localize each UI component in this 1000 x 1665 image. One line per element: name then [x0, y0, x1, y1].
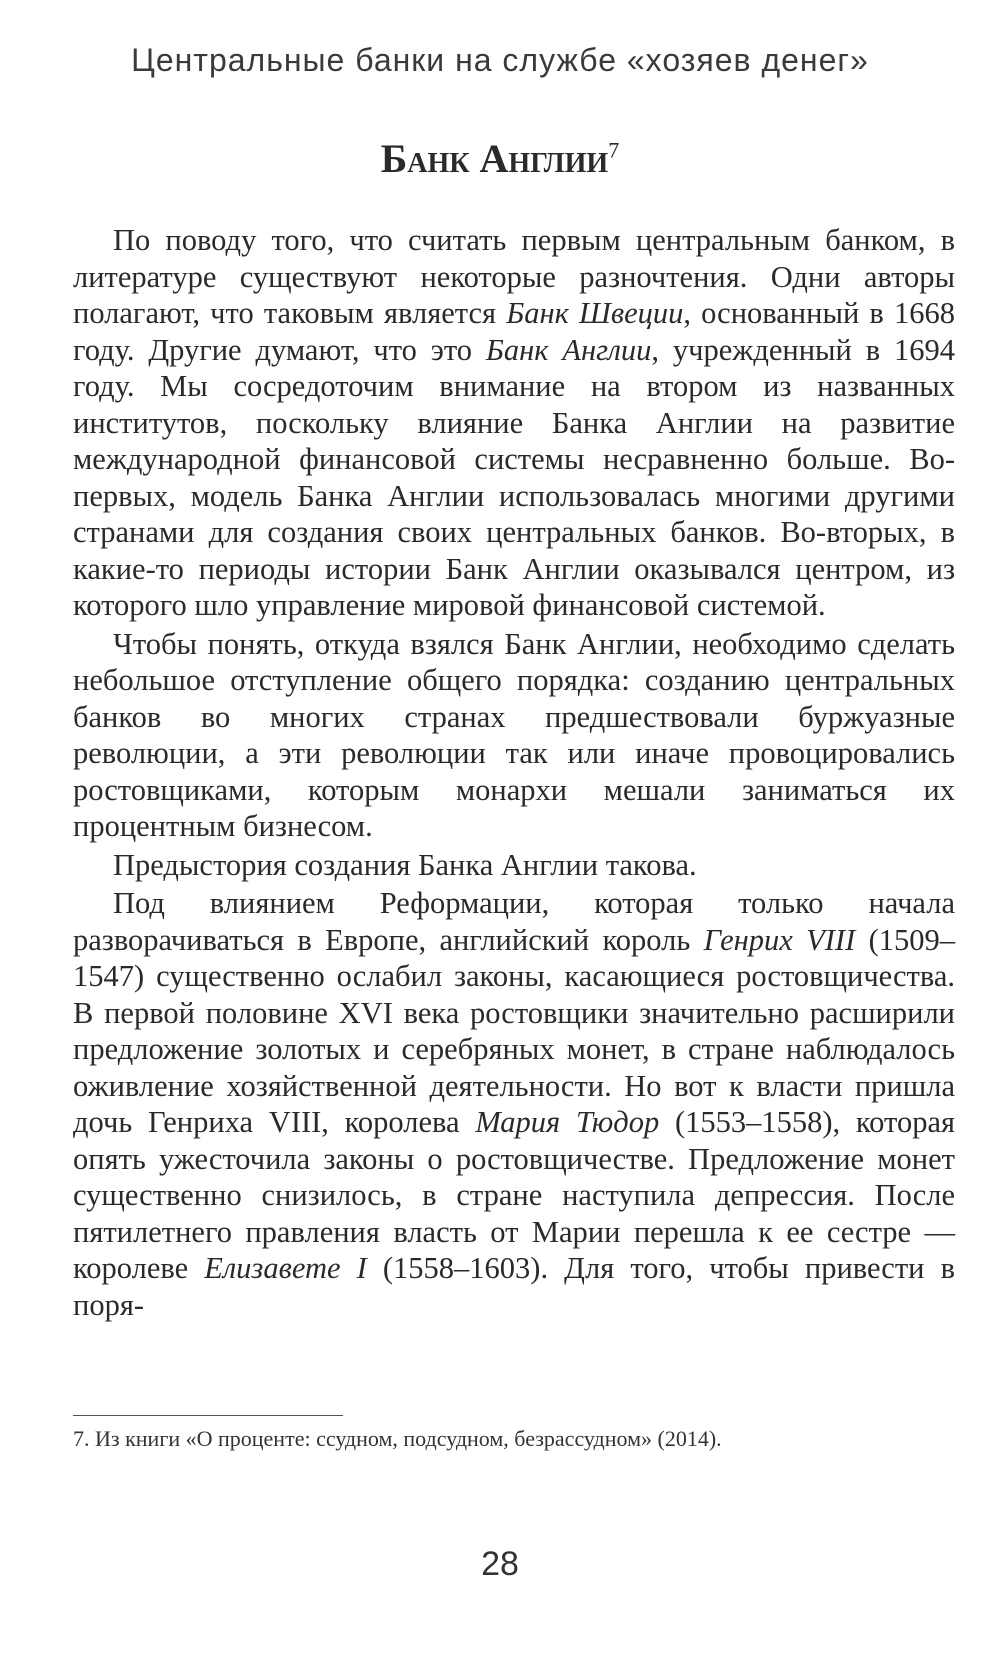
text-run: По поводу того, что считать первым центральным банком, в литературе существуют некоторые разночтения. Одни авторы полагают, что таковым является [73, 223, 955, 330]
italic-term: Мария Тюдор [475, 1105, 660, 1139]
chapter-title [0, 135, 1000, 182]
italic-term: Генрих VIII [703, 922, 856, 957]
text-run: (1553–1558), которая опять ужесточила законы о ростовщичестве. Предложение монет существенно снизилось, в стране наступила депрессия. После пятилетнего правления власть от Марии перешла к ее сестре — королеве [73, 1105, 956, 1285]
italic-term: Банк Англии [485, 332, 652, 367]
paragraph-1 [73, 222, 955, 624]
text-run: , учрежденный в 1694 году. Мы сосредоточим внимание на втором из названных институтов, поскольку влияние Банка Англии на развитие международной финансовой системы несравненно больше. Во-первых, модель Банка Англии использовалась многими другими странами для создания своих центральных банков. Во-вторых, в какие-то периоды истории Банк Англии оказывался центром, из которого шло управление мировой финансовой системой. [73, 332, 955, 622]
paragraph-3: Предыстория создания Банка Англии такова. [113, 847, 697, 882]
text-run: (1509–1547) существенно ослабил законы, касающиеся ростовщичества. В первой половине XVI века ростовщики значительно расширили предложение золотых и серебряных монет, в стране наблюдалось оживление хозяйственной деятельности. Но вот к власти пришла дочь Генриха VIII, королева [73, 922, 955, 1139]
footnote-reference: 7 [608, 137, 620, 163]
chapter-title-text: Банк Англии [380, 136, 609, 181]
footnote-divider [73, 1415, 343, 1416]
italic-term: Елизавете I [204, 1251, 367, 1285]
text-run: , основанный в 1668 году. Другие думают, что это [73, 296, 955, 367]
text-run: (1558–1603). Для того, чтобы привести в поря- [73, 1251, 955, 1322]
paragraph-4 [73, 885, 955, 1323]
paragraph-2: Чтобы понять, откуда взялся Банк Англии, необходимо сделать небольшое отступление общего порядка: созданию центральных банков во многих странах предшествовали буржуазные революции, а эти революции так или иначе провоцировались ростовщиками, которым монархи мешали заниматься их процентным бизнесом. [73, 626, 955, 843]
body-text [73, 222, 955, 1323]
running-header: Центральные банки на службе «хозяев денег» [131, 42, 869, 78]
text-run: Под влиянием Реформации, которая только начала разворачиваться в Европе, английский король [73, 886, 955, 957]
page-number: 28 [481, 1545, 519, 1583]
footnote: 7. Из книги «О проценте: ссудном, подсудном, безрассудном» (2014). [73, 1426, 722, 1451]
italic-term: Банк Швеции [506, 296, 684, 330]
